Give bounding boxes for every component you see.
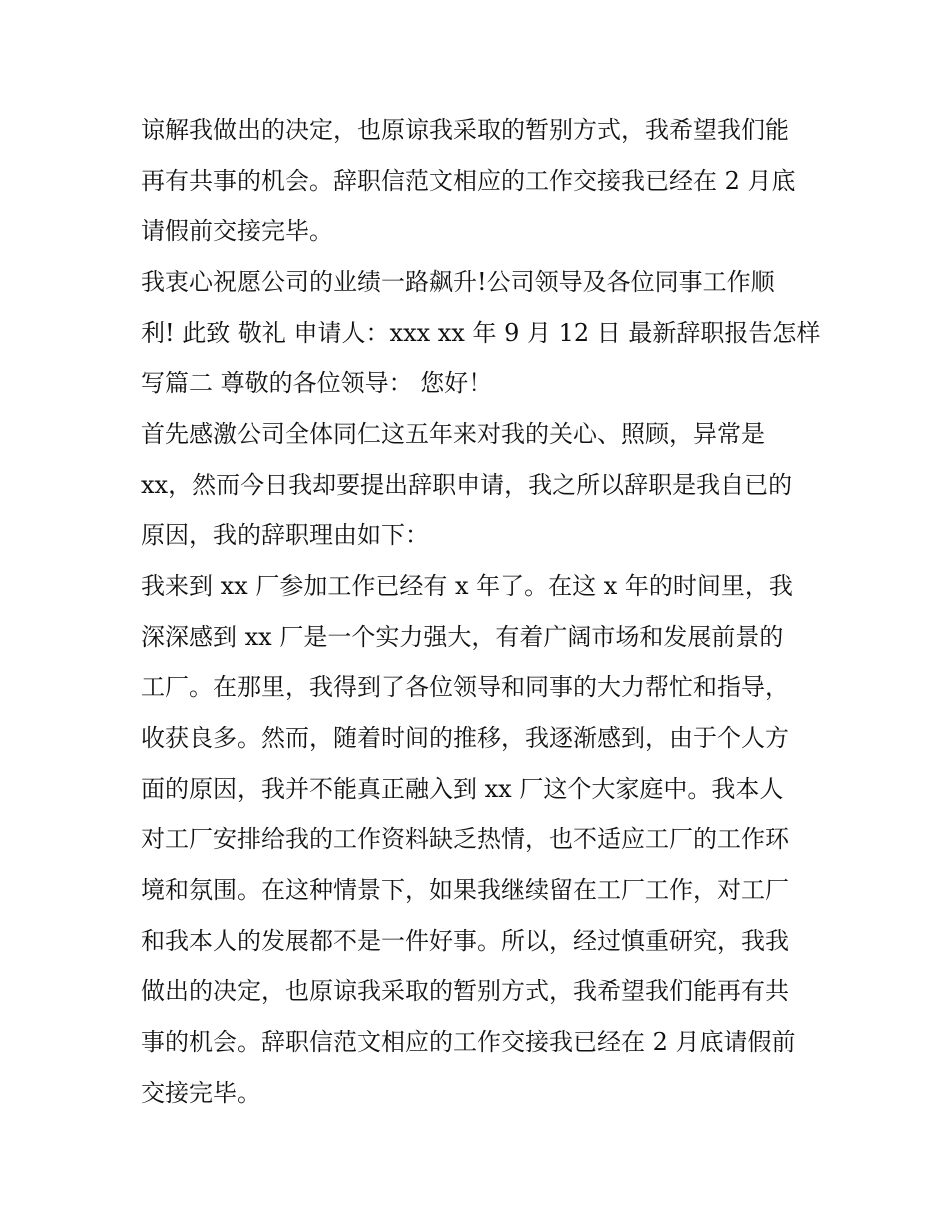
text-line: 和我本人的发展都不是一件好事。所以，经过慎重研究，我我 [141, 927, 789, 955]
text-line: xx，然而今日我却要提出辞职申请，我之所以辞职是我自已的 [141, 471, 793, 499]
text-line: 利! 此致 敬礼 申请人：xxx xx 年 9 月 12 日 最新辞职报告怎样 [141, 319, 821, 347]
text-line: 首先感激公司全体同仁这五年来对我的关心、照顾，异常是 [141, 420, 765, 448]
text-line: 做出的决定，也原谅我采取的暂别方式，我希望我们能再有共 [141, 977, 789, 1005]
text-line: 再有共事的机会。辞职信范文相应的工作交接我已经在 2 月底 [141, 167, 796, 195]
text-line: 收获良多。然而，随着时间的推移，我逐渐感到，由于个人方 [141, 724, 789, 752]
text-line: 对工厂安排给我的工作资料缺乏热情，也不适应工厂的工作环 [141, 825, 789, 853]
text-line: 深深感到 xx 厂是一个实力强大，有着广阔市场和发展前景的 [141, 623, 784, 651]
text-line: 我来到 xx 厂参加工作已经有 x 年了。在这 x 年的时间里，我 [141, 572, 793, 600]
text-line: 谅解我做出的决定，也原谅我采取的暂别方式，我希望我们能 [141, 116, 789, 144]
text-line: 境和氛围。在这种情景下，如果我继续留在工厂工作，对工厂 [141, 876, 789, 904]
text-line: 原因，我的辞职理由如下： [141, 521, 429, 549]
text-line: 面的原因，我并不能真正融入到 xx 厂这个大家庭中。我本人 [141, 775, 784, 803]
text-line: 事的机会。辞职信范文相应的工作交接我已经在 2 月底请假前 [141, 1028, 796, 1056]
text-line: 工厂。在那里，我得到了各位领导和同事的大力帮忙和指导， [141, 673, 789, 701]
text-line: 写篇二 尊敬的各位领导： 您好！ [141, 369, 493, 397]
text-line: 交接完毕。 [141, 1079, 261, 1107]
text-line: 请假前交接完毕。 [141, 217, 333, 245]
text-line: 我衷心祝愿公司的业绩一路飙升!公司领导及各位同事工作顺 [141, 268, 775, 296]
